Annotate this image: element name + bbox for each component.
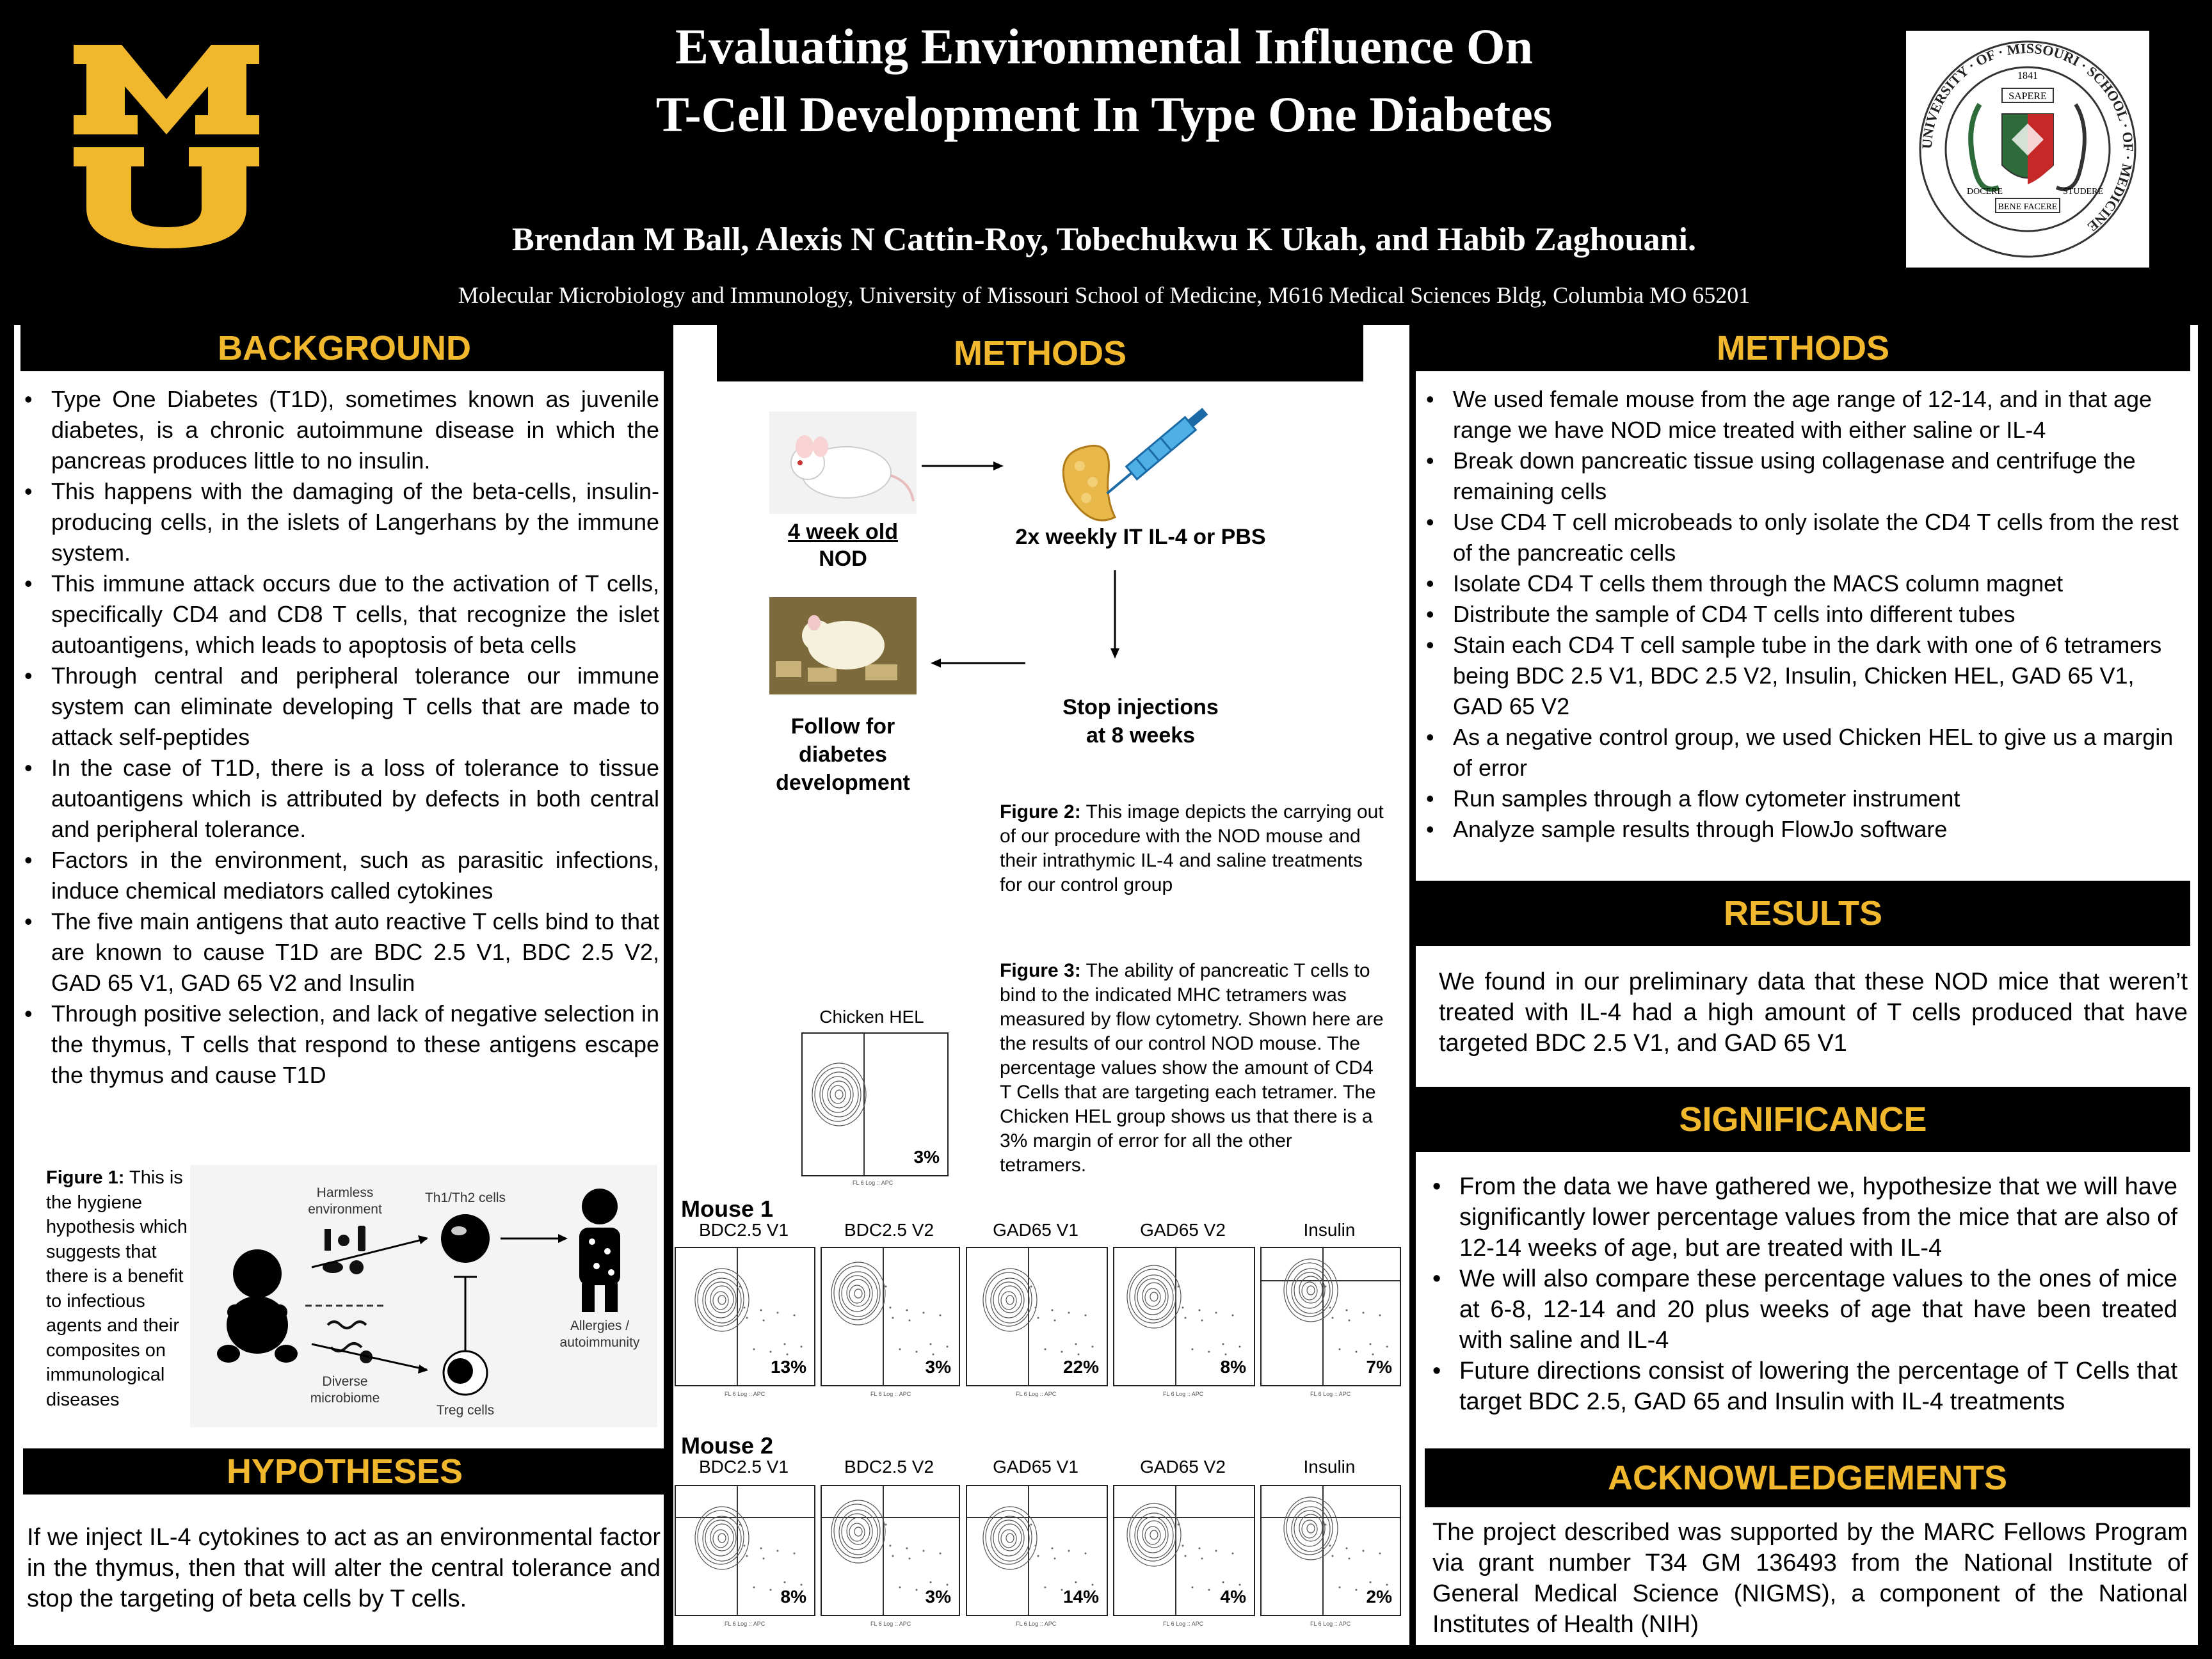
mouse2-plot-label: BDC2.5 V1 [698, 1457, 789, 1477]
hygiene-hypothesis-figure [190, 1165, 657, 1427]
step3-label [981, 693, 1301, 749]
mouse1-label: Mouse 1 [681, 1196, 774, 1222]
right-panel [1416, 325, 2198, 1645]
allergies-label-1: Allergies / [570, 1318, 630, 1333]
step1-strain: NOD [819, 547, 867, 571]
seal-motto-3: STUDERE [2063, 187, 2103, 196]
step4-line1: Follow for [790, 714, 895, 739]
mouse2-flow-plot [675, 1485, 815, 1616]
mouse1-axis-label: FL 6 Log :: APC [1016, 1391, 1057, 1397]
background-item: • The five main antigens that auto reactive T cells bind to that are known to cause T1D are BDC 2.5 V1, BDC 2.5 V2, GAD 65 V1, GAD 65 V2 and Insulin [20, 906, 659, 998]
control-pct: 3% [913, 1147, 940, 1167]
methods-item: • As a negative control group, we used Chicken HEL to give us a margin of error [1422, 722, 2190, 783]
mouse2-flow-plot [966, 1485, 1108, 1616]
methods-item: • Break down pancreatic tissue using collagenase and centrifuge the remaining cells [1422, 445, 2190, 507]
methods-item: • Analyze sample results through FlowJo software [1422, 814, 2190, 845]
significance-item: • Future directions consist of lowering the percentage of T Cells that target BDC 2.5, GAD 65 and Insulin with IL-4 treatments [1429, 1356, 2177, 1417]
allergies-label-2: autoimmunity [559, 1335, 640, 1350]
arrow-down [1109, 570, 1121, 660]
arrow-left [929, 657, 1025, 669]
methods-right-heading: METHODS [1416, 325, 2190, 371]
background-item: • In the case of T1D, there is a loss of tolerance to tissue autoantigens which is attributed by defects in both central and peripheral tolerance. [20, 753, 659, 845]
step1-label [769, 518, 917, 572]
school-of-medicine-seal [1906, 31, 2149, 268]
treg-label: Treg cells [436, 1403, 495, 1418]
mouse2-axis-label: FL 6 Log :: APC [1163, 1621, 1204, 1627]
th-cells-label: Th1/Th2 cells [424, 1190, 506, 1205]
mouse2-plot-label: BDC2.5 V2 [844, 1457, 934, 1477]
methods-item: • Stain each CD4 T cell sample tube in the dark with one of 6 tetramers being BDC 2.5 V1, BDC 2.5 V2, Insulin, Chicken HEL, GAD 65 V1, GAD 65 V2 [1422, 630, 2190, 722]
methods-item: • We used female mouse from the age range of 12-14, and in that age range we have NOD mice treated with either saline or IL-4 [1422, 384, 2190, 445]
mouse1-plot-label: BDC2.5 V1 [698, 1220, 789, 1240]
mouse2-plot-pct: 4% [1220, 1587, 1246, 1607]
step3-line1: Stop injections [1062, 695, 1219, 719]
hypotheses-heading: HYPOTHESES [23, 1448, 666, 1495]
hypotheses-text: If we inject IL-4 cytokines to act as an environmental factor in the thymus, then that will alter the central tolerance and stop the targeting of beta cells by T cells. [27, 1524, 661, 1612]
background-item: • Through central and peripheral tolerance our immune system can eliminate developing T cells that are made to attack self-peptides [20, 661, 659, 753]
methods-center-panel [673, 325, 1409, 1645]
step4-line3: development [776, 771, 910, 795]
mouse2-axis-label: FL 6 Log :: APC [870, 1621, 911, 1627]
figure2-text: This image depicts the carrying out of our procedure with the NOD mouse and their intrathymic IL-4 and saline treatments for our control group [1000, 801, 1384, 895]
mouse2-flow-plot [1260, 1485, 1401, 1616]
authors: Brendan M Ball, Alexis N Cattin-Roy, Tobechukwu K Ukah, and Habib Zaghouani. [512, 221, 1696, 258]
figure2-caption [1000, 800, 1384, 897]
mouse1-plot-pct: 13% [770, 1357, 806, 1377]
mouse2-plot-pct: 2% [1366, 1587, 1392, 1607]
results-text: We found in our preliminary data that these NOD mice that weren’t treated with IL-4 had a high amount of T cells produced that have targeted BDC 2.5 V1, and GAD 65 V1 [1439, 968, 2188, 1057]
poster-header [0, 0, 2212, 320]
mouse1-plot-label: BDC2.5 V2 [844, 1220, 934, 1240]
mouse1-axis-label: FL 6 Log :: APC [1163, 1391, 1204, 1397]
mouse1-flow-plot [1113, 1247, 1255, 1386]
harmless-label-1: Harmless [316, 1185, 374, 1200]
methods-center-heading: METHODS [717, 325, 1363, 381]
mouse1-plot-pct: 3% [925, 1357, 951, 1377]
title-line-2: T-Cell Development In Type One Diabetes [655, 86, 1553, 142]
seal-motto-4: BENE FACERE [1998, 202, 2058, 212]
methods-item: • Use CD4 T cell microbeads to only isolate the CD4 T cells from the rest of the pancreatic cells [1422, 507, 2190, 568]
mouse2-axis-label: FL 6 Log :: APC [725, 1621, 765, 1627]
significance-item: • From the data we have gathered we, hypothesize that we will have significantly lower percentage values from the mice that are also of 12-14 weeks of age, but are treated with IL-4 [1429, 1171, 2177, 1263]
step3-line2: at 8 weeks [1086, 723, 1196, 748]
syringe-icon [1102, 405, 1210, 499]
background-item: • This immune attack occurs due to the activation of T cells, specifically CD4 and CD8 T cells, that recognize the islet autoantigens, which leads to apoptosis of beta cells [20, 568, 659, 661]
results-heading: RESULTS [1416, 881, 2190, 946]
mu-logo [70, 38, 262, 250]
mouse1-plot-label: GAD65 V1 [993, 1220, 1078, 1240]
background-item: • Factors in the environment, such as parasitic infections, induce chemical mediators called cytokines [20, 845, 659, 906]
mouse2-axis-label: FL 6 Log :: APC [1016, 1621, 1057, 1627]
mouse1-plot-pct: 8% [1220, 1357, 1246, 1377]
methods-list [1422, 384, 2190, 845]
mouse1-plot-pct: 22% [1062, 1357, 1099, 1377]
figure2-label: Figure 2: [1000, 801, 1081, 822]
background-item: • Through positive selection, and lack of negative selection in the thymus, T cells that respond to these antigens escape the thymus and cause T1D [20, 998, 659, 1091]
background-list [20, 384, 659, 1091]
mouse2-plot-pct: 14% [1062, 1587, 1099, 1607]
mouse1-flow-plot [1260, 1247, 1401, 1386]
methods-item: • Isolate CD4 T cells them through the MACS column magnet [1422, 568, 2190, 599]
baby-icon [217, 1249, 298, 1363]
step2-label: 2x weekly IT IL-4 or PBS [1015, 525, 1266, 549]
figure1-label: Figure 1: [46, 1167, 125, 1188]
harmless-label-2: environment [308, 1202, 382, 1217]
mouse2-axis-label: FL 6 Log :: APC [1310, 1621, 1351, 1627]
mouse1-plot-label: Insulin [1303, 1220, 1356, 1240]
control-axis-label: FL 6 Log :: APC [853, 1180, 894, 1186]
figure3-text: The ability of pancreatic T cells to bind to the indicated MHC tetramers was measured by flow cytometry. Shown here are the results of our control NOD mouse. The percentage values show the amount of CD4 T Cells that are targeting each tetramer. The Chicken HEL group shows us that there is a 3% margin of error for all the other tetramers. [1000, 960, 1384, 1176]
mouse1-plot-pct: 7% [1366, 1357, 1392, 1377]
step4-label [747, 712, 939, 797]
methods-item: • Distribute the sample of CD4 T cells into different tubes [1422, 599, 2190, 630]
mouse1-plot-label: GAD65 V2 [1140, 1220, 1226, 1240]
figure3-caption [1000, 959, 1384, 1178]
environment-icons [323, 1226, 365, 1274]
mouse2-flow-plot [821, 1485, 960, 1616]
mouse2-plot-pct: 3% [925, 1587, 951, 1607]
seal-year: 1841 [2017, 70, 2038, 81]
poster-title [448, 13, 1760, 148]
title-line-1: Evaluating Environmental Influence On [675, 19, 1533, 74]
significance-heading: SIGNIFICANCE [1416, 1087, 2190, 1152]
diverse-label-1: Diverse [322, 1374, 368, 1389]
mouse1-axis-label: FL 6 Log :: APC [1310, 1391, 1351, 1397]
mouse2-plot-label: GAD65 V1 [993, 1457, 1078, 1477]
seal-motto-1: SAPERE [2008, 91, 2047, 102]
seal-icon [1906, 31, 2149, 268]
acknowledgements-heading: ACKNOWLEDGEMENTS [1425, 1448, 2190, 1507]
step1-age: 4 week old [788, 520, 898, 544]
figure1-text: This is the hygiene hypothesis which suggests that there is a benefit to infectious agents and their composites on immunological diseases [46, 1167, 188, 1410]
significance-list [1429, 1171, 2177, 1417]
child-allergy-icon [579, 1189, 620, 1312]
step4-line2: diabetes [799, 742, 887, 767]
mouse-cage-photo [769, 597, 917, 694]
mouse1-flow-plot [675, 1247, 815, 1386]
methods-item: • Run samples through a flow cytometer instrument [1422, 783, 2190, 814]
mouse2-plot-label: GAD65 V2 [1140, 1457, 1226, 1477]
mouse2-plot-pct: 8% [780, 1587, 806, 1607]
pancreas-syringe-image [1051, 396, 1230, 536]
mouse1-flow-plot [966, 1247, 1108, 1386]
acknowledgements-text: The project described was supported by the MARC Fellows Program via grant number T34 GM 136493 from the National Institute of General Medical Science (NIGMS), a component of the National Institutes of Health (NIH) [1432, 1519, 2188, 1638]
background-panel [14, 325, 664, 1645]
affiliation: Molecular Microbiology and Immunology, University of Missouri School of Medicine, M616 Medical Sciences Bldg, Columbia MO 65201 [458, 282, 1751, 308]
figure1-caption [46, 1166, 200, 1412]
mouse1-axis-label: FL 6 Log :: APC [725, 1391, 765, 1397]
mouse2-plot-label: Insulin [1303, 1457, 1356, 1477]
control-flow-plot [801, 1032, 949, 1176]
mouse1-axis-label: FL 6 Log :: APC [870, 1391, 911, 1397]
arrow-right-1 [922, 460, 1005, 472]
figure3-label: Figure 3: [1000, 960, 1081, 981]
background-heading: BACKGROUND [20, 325, 668, 371]
seal-motto-2: DOCERE [1967, 187, 2003, 196]
diverse-label-2: microbiome [310, 1391, 380, 1406]
mouse-photo [769, 412, 917, 514]
mouse2-label: Mouse 2 [681, 1432, 774, 1459]
significance-item: • We will also compare these percentage values to the ones of mice at 6-8, 12-14 and 20 plus weeks of age that have been treated with saline and IL-4 [1429, 1263, 2177, 1356]
mouse1-flow-plot [821, 1247, 960, 1386]
background-item: • This happens with the damaging of the beta-cells, insulin-producing cells, in the islets of Langerhans by the immune system. [20, 476, 659, 568]
mouse2-flow-plot [1113, 1485, 1255, 1616]
control-plot-label: Chicken HEL [819, 1007, 924, 1027]
seal-ring-text: UNIVERSITY · OF · MISSOURI · SCHOOL · OF · MEDICINE [1918, 40, 2137, 235]
background-item: • Type One Diabetes (T1D), sometimes known as juvenile diabetes, is a chronic autoimmune disease in which the pancreas produces little to no insulin. [20, 384, 659, 476]
